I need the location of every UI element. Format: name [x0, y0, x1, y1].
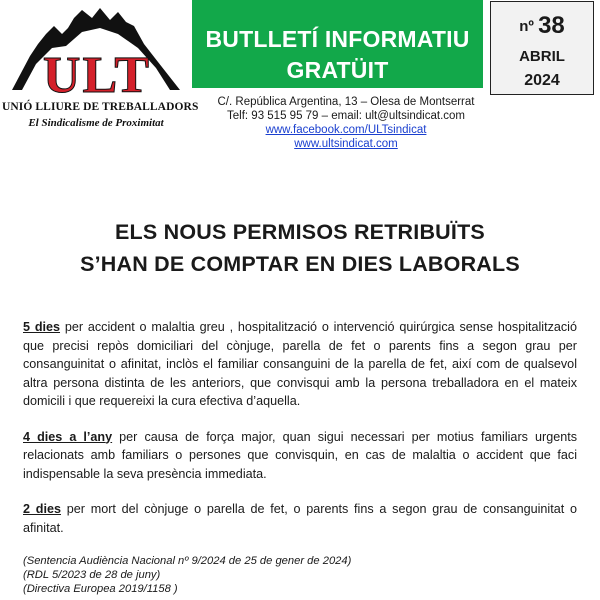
- facebook-link[interactable]: www.facebook.com/ULTsindicat: [265, 124, 427, 136]
- bulletin-title-line1: BUTLLETÍ INFORMATIU: [205, 26, 470, 52]
- issue-number-value: 38: [538, 12, 565, 39]
- paragraph-5-days: [23, 318, 577, 411]
- paragraph-4-days: [23, 428, 577, 484]
- article-body: [23, 318, 577, 596]
- paragraph-text: per mort del cònjuge o parella de fet, o parents fins a segon grau de consanguinitat o afinitat.: [23, 502, 578, 535]
- paragraph-2-days: [23, 500, 577, 537]
- logo-acronym: ULT: [42, 47, 152, 102]
- issue-prefix: nº: [519, 18, 534, 35]
- reference-item: (RDL 5/2023 de 28 de juny): [23, 569, 161, 581]
- reference-item: (Sentencia Audiència Nacional nº 9/2024 de 25 de gener de 2024): [23, 555, 352, 567]
- headline-line2: S’HAN DE COMPTAR EN DIES LABORALS: [80, 252, 520, 276]
- reference-item: (Directiva Europea 2019/1158 ): [23, 583, 178, 595]
- website-link[interactable]: www.ultsindicat.com: [294, 138, 398, 150]
- paragraph-text: per accident o malaltia greu , hospitalització o intervenció quirúrgica sense hospitalització que precisi repòs domiciliari del cònjuge, parella de fet o parents fins a segon grau per consanguinitat o afinitat, inclòs el familiar consanguini de la parella de fet, així com de qualsevol altra persona distinta de les anteriors, que convisqui amb la persona treballadora en el mateix domicili i que requereixi la cura efectiva d’aquella.: [23, 320, 577, 408]
- bulletin-title-banner: [192, 0, 483, 88]
- ult-logo: [0, 0, 199, 150]
- headline: [0, 216, 600, 280]
- issue-box: [490, 1, 594, 95]
- bulletin-title-line2: GRATÜIT: [286, 57, 389, 83]
- legal-references: [23, 554, 577, 596]
- paragraph-lead: 2 dies: [23, 502, 61, 516]
- contact-block: [196, 95, 496, 151]
- paragraph-lead: 5 dies: [23, 320, 61, 334]
- logo-union-name: UNIÓ LLIURE DE TREBALLADORS: [2, 101, 199, 113]
- issue-month: ABRIL: [519, 48, 565, 65]
- mountain-logo-icon: [8, 4, 186, 102]
- paragraph-text: per causa de força major, quan sigui necessari per motius familiars urgents relacionats amb familiars o persones que convisquin, en cas de malaltia o accident que faci indispensable la seva presència immediata.: [23, 429, 578, 481]
- issue-number: [491, 12, 593, 40]
- issue-year: 2024: [524, 72, 560, 89]
- headline-line1: ELS NOUS PERMISOS RETRIBUÏTS: [115, 220, 485, 244]
- contact-address: C/. República Argentina, 13 – Olesa de Montserrat: [217, 96, 475, 108]
- contact-phone-email: Telf: 93 515 95 79 – email: ult@ultsindicat.com: [227, 110, 465, 122]
- paragraph-lead: 4 dies a l’any: [23, 429, 113, 444]
- logo-tagline: El Sindicalisme de Proximitat: [28, 117, 164, 129]
